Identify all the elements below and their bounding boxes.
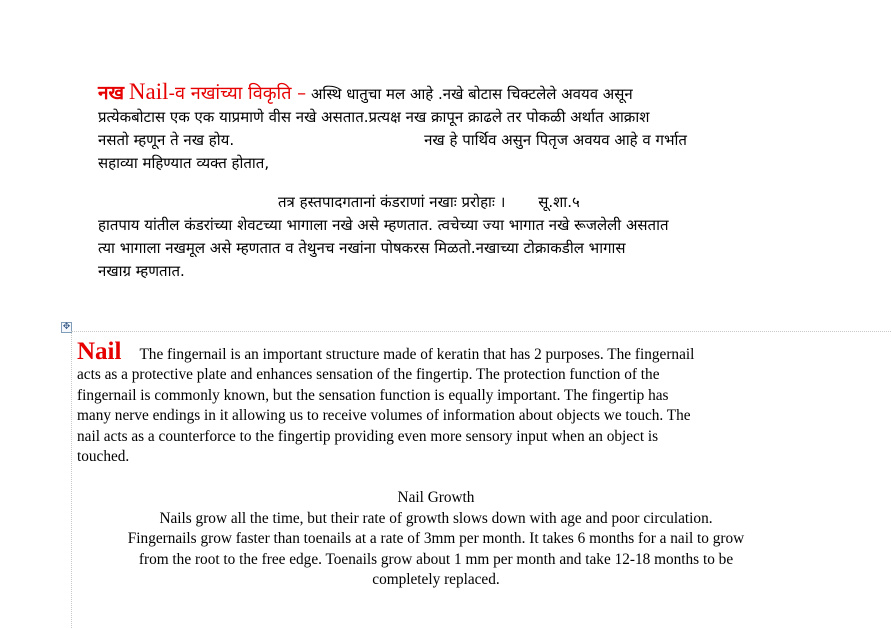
english-line-1-text: The fingernail is an important structure made of keratin that has 2 purposes. The fingernail <box>139 346 695 363</box>
marathi-line-3 <box>98 129 798 152</box>
marathi-line-3a: नसतो म्हणून ते नख होय. <box>98 131 235 149</box>
marathi-line-2: प्रत्येकबोटास एक एक याप्रमाणे वीस नखे असतात.प्रत्यक्ष नख क्रापून क्राढले तर पोकळी अर्थात आक्राश <box>98 108 650 126</box>
growth-title: Nail Growth <box>397 489 475 507</box>
english-line-2: acts as a protective plate and enhances sensation of the fingertip. The protection function of the <box>77 366 660 384</box>
marathi-line-4: सहाव्या महिण्यात व्यक्त होतात, <box>98 154 270 172</box>
marathi-section <box>98 80 798 283</box>
marathi-line-3b: नख हे पार्थिव असुन पितृज अवयव आहे व गर्भात <box>424 131 687 149</box>
marathi-para2-line-2: त्या भागाला नखमूल असे म्हणतात व तेथुनच नखांना पोषकरस मिळतो.नखाच्या टोक्राकडील भागास <box>98 239 626 257</box>
marathi-line-1-text: अस्थि धातुचा मल आहे .नखे बोटास चिक्टलेले अवयव असून <box>310 85 633 103</box>
english-heading: Nail <box>77 338 122 365</box>
english-line-3: fingernail is commonly known, but the sensation function is equally important. The fingertip has <box>77 386 669 404</box>
marathi-heading-word: नख <box>98 82 125 104</box>
growth-line-1: Nails grow all the time, but their rate of growth slows down with age and poor circulation. <box>159 509 713 527</box>
verse-reference: सू.शा.५ <box>538 193 580 211</box>
table-move-handle-icon[interactable]: ✥ <box>62 322 71 332</box>
marathi-para2-line-1: हातपाय यांतील कंडरांच्या शेवटच्या भागाला नखे असे म्हणतात. त्वचेच्या ज्या भागात नखे रूजलेली असतात <box>98 216 669 234</box>
sanskrit-verse <box>98 191 798 214</box>
growth-line-2: Fingernails grow faster than toenails at a rate of 3mm per month. It takes 6 months for a nail to grow <box>127 530 745 548</box>
english-line-5: nail acts as a counterforce to the fingertip providing even more sensory input when an object is <box>77 427 659 445</box>
english-section <box>77 338 795 590</box>
growth-line-4: completely replaced. <box>372 571 500 589</box>
table-border-top <box>71 331 891 332</box>
english-line-6: touched. <box>77 448 130 466</box>
marathi-heading-latin: Nail <box>128 79 169 104</box>
growth-line-3: from the root to the free edge. Toenails grow about 1 mm per month and take 12-18 months to be <box>138 550 734 568</box>
table-border-left <box>71 331 72 628</box>
verse-text: तत्र हस्तपादगतानां कंडराणां नखाः प्ररोहाः । <box>278 193 506 211</box>
marathi-line-1 <box>98 80 798 106</box>
marathi-para2-line-3: नखाग्र म्हणतात. <box>98 262 185 280</box>
english-line-1 <box>77 338 795 365</box>
english-line-4: many nerve endings in it allowing us to receive volumes of information about objects we touch. The <box>77 407 691 425</box>
marathi-heading-rest: -व नखांच्या विकृति – <box>168 83 307 104</box>
